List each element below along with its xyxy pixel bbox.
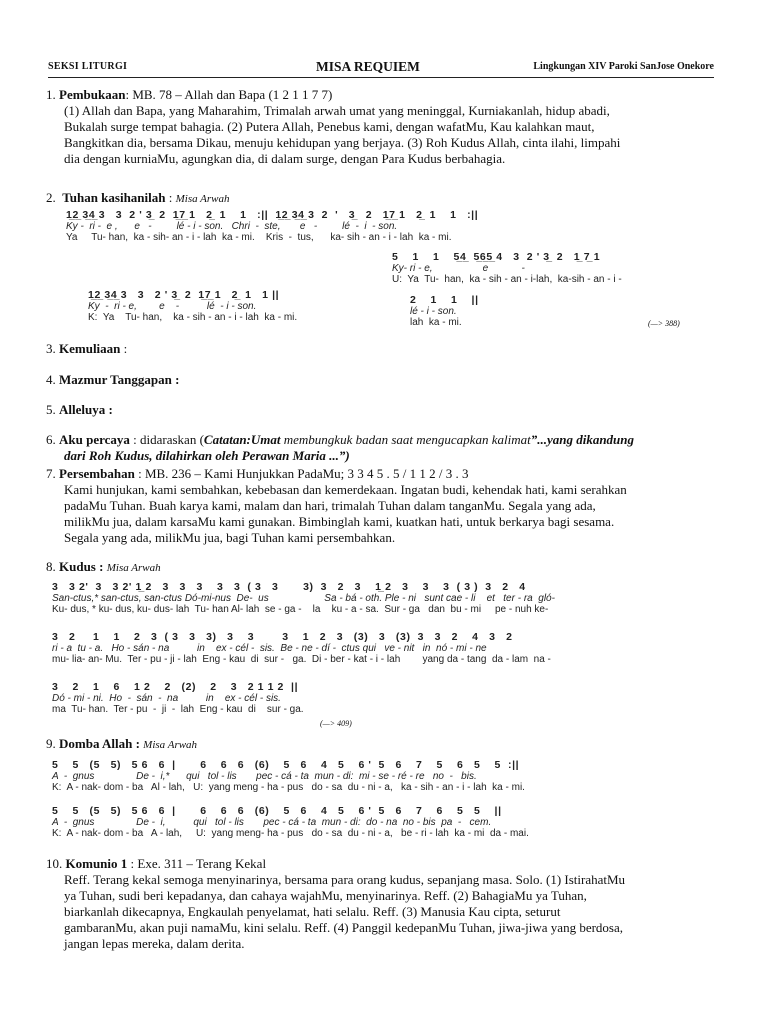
section-persembahan-text (64, 482, 719, 546)
section-ref: : Exe. 311 – Terang Kekal (127, 856, 267, 871)
section-number: 7. (46, 466, 56, 481)
header-right: Lingkungan XIV Paroki SanJose Onekore (533, 61, 714, 72)
section-text: : didaraskan ( (129, 432, 204, 447)
notation-row: 1̲2̲ 3̲4̲ 3 3 2 ' 3̲ 2 1̲7̲ 1 2̲ 1 1 || (88, 289, 280, 301)
text-line: (1) Allah dan Bapa, yang Maharahim, Trimalah arwah umat yang meninggal, Kurniakanlah, hidup abadi, (64, 103, 610, 118)
latin-lyrics: lé - i - son. (410, 306, 457, 317)
indonesian-lyrics: K: Ya Tu- han, ka - sih - an - i - lah ka - mi. (88, 312, 298, 323)
notation-row: 3 2 1 6 1 2 2 (2) 2 3 2 1 1 2 || (52, 681, 299, 693)
text-line: padaMu Tuhan. Buah karya kami, malam dan hari, trimalah Tuhan dalam tanganMu. Segala yang ada, (64, 498, 596, 513)
section-colon: : (132, 736, 144, 751)
indonesian-lyrics: U: Ya Tu- han, ka - sih - an - i-lah, ka-sih - an - i - (392, 274, 622, 285)
section-title: Pembukaan (59, 87, 126, 102)
kyrie-score-ending (410, 295, 479, 328)
section-number: 8. (46, 559, 56, 574)
latin-lyrics: A - gnus De - i, qui tol - lis pec - cá - ta mun - di: do - na no - bis pa - cem. (52, 817, 492, 828)
section-title: Tuhan kasihanilah (62, 190, 166, 205)
text-line: biarkanlah dikecapnya, Engkaulah penyelamat, hati selalu. Reff. (3) Manusia Kau cipta, seturut (64, 904, 561, 919)
section-persembahan-heading (46, 466, 469, 482)
indonesian-lyrics: K: A - nak- dom - ba A - lah, U: yang meng- ha - pus do - sa du - ni - a, be - ri - lah ka - mi da - mai. (52, 828, 529, 839)
latin-lyrics: Ky - ri - e , e - lé - i - son. Chri - ste, e - lé - i - son. (66, 221, 398, 232)
kudus-score-row1 (52, 582, 555, 615)
latin-lyrics: ri - a tu - a. Ho - sán - na in ex - cél - sis. Be - ne - dí - ctus qui ve - nit in nó - mi - ne (52, 643, 487, 654)
section-number: 3. (46, 341, 56, 356)
section-pembukaan-heading (46, 87, 332, 103)
note-quote-line2: dari Roh Kudus, dilahirkan oleh Perawan Maria ...”) (64, 448, 350, 463)
indonesian-lyrics: lah ka - mi. (410, 317, 462, 328)
notation-row: 3 3 2' 3 3 2' 1̲ 2 3 3 3 3 3 ( 3 3 3) 3 2 3 1̲ 2 3 3 3 ( 3 ) 3 2 4 (52, 581, 526, 593)
section-number: 10. (46, 856, 63, 871)
section-kemuliaan (46, 341, 127, 357)
section-colon: : (95, 559, 107, 574)
section-colon: : (105, 402, 113, 417)
section-pembukaan-text (64, 103, 714, 167)
note-quote: ”...yang dikandung (530, 432, 635, 447)
text-line: Bangkitkan dia, bersama Dikau, menuju kehidupan yang berjaya. (3) Roh Kudus Allah, cinta ilahi, limpahi (64, 135, 621, 150)
section-kudus-heading (46, 559, 161, 576)
text-line: ya Tuhan, sudi beri kepadanya, dan cahaya wajahMu, menyinarinya. Reff. (2) BahagiaMu ya Tuhan, (64, 888, 587, 903)
section-number: 6. (46, 432, 56, 447)
section-number: 2. (46, 190, 56, 205)
section-title: Domba Allah (59, 736, 133, 751)
notation-row: 5 1 1 5̲4̲ 5̲6̲5̲ 4 3 2 ' 3̲ 2 1̲ 7̲ 1 (392, 251, 601, 263)
notation-row: 5 5 (5 5) 5 6 6 | 6 6 6 (6) 5 6 4 5 6 ' 5 6 7 6 5 5 || (52, 805, 502, 817)
section-ref: : MB. 78 – Allah dan Bapa (1 2 1 1 7 7) (125, 87, 333, 102)
section-ref: : MB. 236 – Kami Hunjukkan PadaMu; 3 3 4 5 . 5 / 1 1 2 / 3 . 3 (134, 466, 469, 481)
agnus-score-row1 (52, 760, 525, 793)
text-line: Kami hunjukan, kami sembahkan, kebebasan dan kemerdekaan. Ingatan budi, kehendak hati, kami serahkan (64, 482, 627, 497)
section-alleluya (46, 402, 113, 418)
text-line: milikMu jua, dalam karsaMu kami gunakan. Bimbinglah kami, kuatkan hati, untuk berkarya bagi sesama. (64, 514, 615, 529)
text-line: jangan lepas mereka, dalam derita. (64, 936, 245, 951)
notation-row: 3 2 1 1 2 3 ( 3 3 3) 3 3 3 1 2 3 (3) 3 (3) 3 3 2 4 3 2 (52, 631, 513, 643)
indonesian-lyrics: Ku- dus, * ku- dus, ku- dus- lah Tu- han Al- lah se - ga - la ku - a - sa. Sur - ga dan bu - mi pe - nuh ke- (52, 604, 549, 615)
notation-row: 1̲2̲ 3̲4̲ 3 3 2 ' 3̲ 2 1̲7̲ 1 2̲ 1 1 :|| 1̲2̲ 3̲4̲ 3 2 ' 3̲ 2 1̲7̲ 1 2̲ 1 1 :|| (66, 209, 479, 221)
section-subtitle: Misa Arwah (143, 739, 198, 751)
text-line: Bukalah surge tempat bahagia. (2) Putera Allah, Penebus kami, dengan wafatMu, Kau kalahkan maut, (64, 119, 595, 134)
kudus-score-row3 (52, 682, 304, 715)
section-komunio-text (64, 872, 719, 952)
page-reference: (—> 388) (648, 319, 680, 328)
section-title: Kemuliaan (59, 341, 121, 356)
header-left: SEKSI LITURGI (48, 61, 128, 72)
note-label: Catatan:Umat (203, 432, 281, 447)
page-reference: (—> 409) (320, 719, 352, 728)
section-number: 5. (46, 402, 56, 417)
section-kyrie-heading: 2. Tuhan kasihanilah : Misa Arwah (46, 190, 230, 205)
page-header (48, 59, 714, 78)
text-line: Reff. Terang kekal semoga menyinarinya, bersama para orang kudus, sepanjang masa. Solo. (1) IstirahatMu (64, 872, 626, 887)
section-title: Mazmur Tanggapan (59, 372, 172, 387)
kudus-score-row2 (52, 632, 551, 665)
text-line: Segala yang ada, milikMu jua, bagi Tuhan kami persembahkan. (64, 530, 396, 545)
note-text: membungkuk badan saat mengucapkan kalimat (280, 432, 531, 447)
indonesian-lyrics: Ya Tu- han, ka - sih- an - i - lah ka - mi. Kris - tus, ka- sih - an - i - lah ka - mi. (66, 232, 452, 243)
latin-lyrics: Dó - mi - ni. Ho - sán - na in ex - cél - sis. (52, 693, 281, 704)
kyrie-score-main (66, 210, 478, 243)
latin-lyrics: A - gnus De - i,* qui tol - lis pec - cá - ta mun - di: mi - se - ré - re no - bis. (52, 771, 477, 782)
latin-lyrics: Ky- ri - e, e - (392, 263, 525, 274)
section-number: 1. (46, 87, 56, 102)
text-line: dia dengan kurniaMu, agungkan dia, di dalam surge, dengan Para Kudus berbahagia. (64, 151, 506, 166)
section-mazmur (46, 372, 179, 388)
section-title: Komunio 1 (65, 856, 128, 871)
section-title: Persembahan (59, 466, 135, 481)
latin-lyrics: San-ctus,* san-ctus, san-ctus Dó-mi-nus De- us Sa - bá - oth. Ple - ni sunt cae - li et ter - ra gló- (52, 593, 555, 604)
text-line: gambaranMu, akan puji namaMu, kini selalu. Reff. (4) Panggil kedepanMu Tuhan, jiwa-jiwa yang berdosa, (64, 920, 624, 935)
section-agnus-heading (46, 736, 197, 753)
notation-row: 2 1 1 || (410, 294, 479, 306)
section-number: 4. (46, 372, 56, 387)
kyrie-score-repeat (88, 290, 297, 323)
indonesian-lyrics: ma Tu- han. Ter - pu - ji - lah Eng - kau di sur - ga. (52, 704, 304, 715)
indonesian-lyrics: K: A - nak- dom - ba Al - lah, U: yang meng - ha - pus do - sa du - ni - a, ka - sih - an - i - lah ka - mi. (52, 782, 525, 793)
agnus-score-row2 (52, 806, 529, 839)
section-title: Kudus (59, 559, 96, 574)
document-title: MISA REQUIEM (316, 59, 420, 74)
indonesian-lyrics: mu- lia- an- Mu. Ter - pu - ji - lah Eng - kau di sur - ga. Di - ber - kat - i - lah yang da - tang da - lam na - (52, 654, 551, 665)
section-credo (46, 432, 726, 464)
notation-row: 5 5 (5 5) 5 6 6 | 6 6 6 (6) 5 6 4 5 6 ' 5 6 7 5 6 5 5 :|| (52, 759, 520, 771)
section-title: Alleluya (59, 402, 106, 417)
section-subtitle: Misa Arwah (175, 193, 230, 205)
section-title: Aku percaya (59, 432, 130, 447)
section-number: 9. (46, 736, 56, 751)
kyrie-score-response (392, 252, 622, 285)
section-colon: : (120, 341, 128, 356)
latin-lyrics: Ky - ri - e, e - lé - i - son. (88, 301, 257, 312)
section-subtitle: Misa Arwah (106, 562, 161, 574)
section-colon: : (171, 372, 180, 387)
section-komunio-heading (46, 856, 266, 872)
